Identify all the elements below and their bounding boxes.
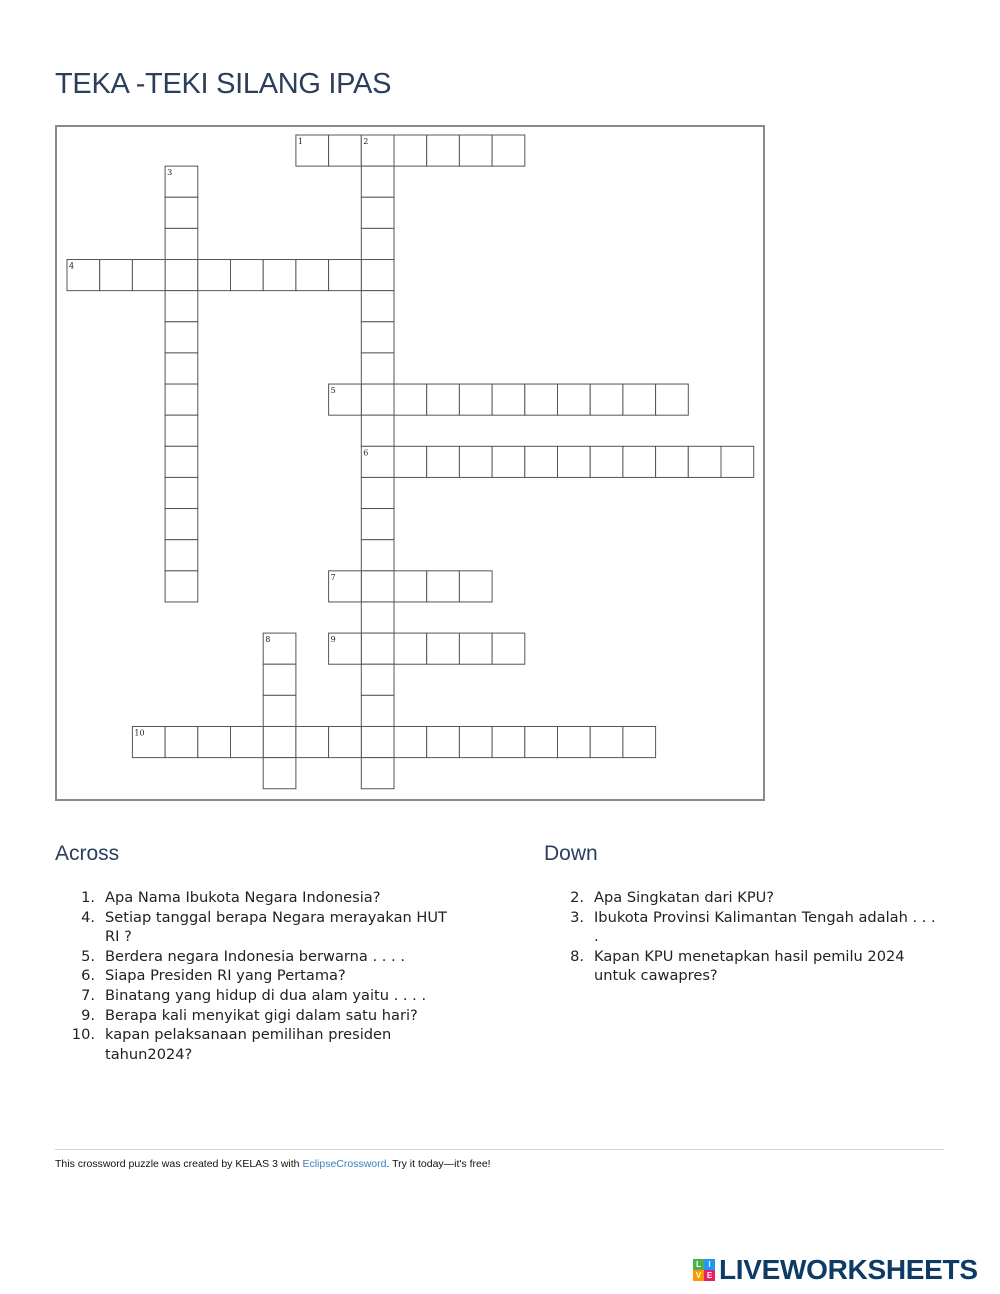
crossword-cell[interactable] xyxy=(361,415,394,446)
crossword-cell[interactable] xyxy=(459,571,492,602)
crossword-cell[interactable] xyxy=(525,446,558,477)
crossword-cell[interactable] xyxy=(459,384,492,415)
crossword-cell[interactable] xyxy=(656,446,689,477)
cell-number: 10 xyxy=(134,728,145,738)
clue-number: 6. xyxy=(81,967,95,985)
crossword-cell[interactable] xyxy=(165,571,198,602)
crossword-cell[interactable] xyxy=(165,228,198,259)
crossword-cell[interactable] xyxy=(590,446,623,477)
clue-text: Siapa Presiden RI yang Pertama? xyxy=(105,967,346,985)
crossword-cell[interactable] xyxy=(165,477,198,508)
crossword-cell[interactable] xyxy=(394,135,427,166)
clue-text: Berapa kali menyikat gigi dalam satu hari? xyxy=(105,1006,418,1024)
clue-text: Setiap tanggal berapa Negara merayakan HUT RI ? xyxy=(105,908,447,946)
crossword-cell[interactable] xyxy=(263,260,296,291)
crossword-cell[interactable] xyxy=(427,384,460,415)
crossword-cell[interactable] xyxy=(198,726,231,757)
crossword-cell[interactable] xyxy=(361,228,394,259)
crossword-cell[interactable] xyxy=(361,571,394,602)
crossword-cell[interactable] xyxy=(361,726,394,757)
crossword-cell[interactable] xyxy=(165,726,198,757)
crossword-cell[interactable] xyxy=(590,384,623,415)
crossword-cell[interactable] xyxy=(100,260,133,291)
cell-number: 7 xyxy=(330,572,336,582)
crossword-cell[interactable] xyxy=(590,726,623,757)
crossword-cell[interactable] xyxy=(427,633,460,664)
crossword-cell[interactable] xyxy=(263,695,296,726)
footer-credit xyxy=(55,1158,491,1170)
crossword-cell[interactable] xyxy=(165,509,198,540)
cell-number: 5 xyxy=(330,386,336,396)
clue-number: 1. xyxy=(81,889,95,906)
liveworksheets-logo-icon xyxy=(693,1259,715,1281)
crossword-cell[interactable] xyxy=(165,322,198,353)
crossword-cell[interactable] xyxy=(361,695,394,726)
down-clue xyxy=(544,888,944,908)
logo-letter-v: V xyxy=(693,1270,704,1281)
crossword-cell[interactable] xyxy=(623,446,656,477)
crossword-cell[interactable] xyxy=(623,726,656,757)
crossword-cell[interactable] xyxy=(459,726,492,757)
clue-number: 3. xyxy=(570,908,584,926)
crossword-cell[interactable] xyxy=(329,260,362,291)
crossword-cell[interactable] xyxy=(329,135,362,166)
crossword-cell[interactable] xyxy=(492,726,525,757)
crossword-cell[interactable] xyxy=(361,602,394,633)
across-clue-list xyxy=(55,888,455,1064)
crossword-cell[interactable] xyxy=(361,384,394,415)
clue-number: 8. xyxy=(570,947,584,965)
cell-number: 1 xyxy=(297,137,303,146)
down-clue xyxy=(544,947,944,986)
down-clue xyxy=(544,908,944,947)
down-clue-list xyxy=(544,888,944,986)
liveworksheets-logo xyxy=(693,1254,978,1286)
crossword-cell[interactable] xyxy=(558,726,591,757)
liveworksheets-wordmark: LIVEWORKSHEETS xyxy=(719,1254,978,1285)
crossword-cell[interactable] xyxy=(361,509,394,540)
crossword-cell[interactable] xyxy=(361,166,394,197)
crossword-cell[interactable] xyxy=(427,135,460,166)
cell-number: 2 xyxy=(363,137,369,146)
crossword-cell[interactable] xyxy=(656,384,689,415)
crossword-cell[interactable] xyxy=(296,260,329,291)
crossword-cell[interactable] xyxy=(394,446,427,477)
crossword-cell[interactable] xyxy=(165,540,198,571)
crossword-cell[interactable] xyxy=(427,446,460,477)
logo-letter-l: L xyxy=(693,1259,704,1270)
crossword-cell[interactable] xyxy=(231,260,264,291)
crossword-cell[interactable] xyxy=(361,291,394,322)
crossword-cell[interactable] xyxy=(361,260,394,291)
crossword-cell[interactable] xyxy=(263,726,296,757)
crossword-cell[interactable] xyxy=(394,384,427,415)
eclipsecrossword-link[interactable]: EclipseCrossword xyxy=(302,1158,387,1170)
cell-number: 4 xyxy=(69,261,75,271)
crossword-cell[interactable] xyxy=(231,726,264,757)
crossword-cell[interactable] xyxy=(329,726,362,757)
crossword-cell[interactable] xyxy=(394,726,427,757)
crossword-cell[interactable] xyxy=(361,353,394,384)
clue-text: Apa Nama Ibukota Negara Indonesia? xyxy=(105,889,381,906)
clue-text: Kapan KPU menetapkan hasil pemilu 2024 untuk cawapres? xyxy=(594,947,905,985)
crossword-cell[interactable] xyxy=(688,446,721,477)
crossword-cell[interactable] xyxy=(361,540,394,571)
crossword-cell[interactable] xyxy=(459,135,492,166)
across-clue xyxy=(55,966,455,986)
logo-letter-i: I xyxy=(704,1259,715,1270)
crossword-cell[interactable] xyxy=(165,446,198,477)
crossword-cell[interactable] xyxy=(558,446,591,477)
crossword-cell[interactable] xyxy=(165,384,198,415)
footer-prefix: This crossword puzzle was created by KELAS 3 with xyxy=(55,1158,303,1170)
across-clue xyxy=(55,888,455,908)
clue-text: Berdera negara Indonesia berwarna . . . . xyxy=(105,947,405,965)
crossword-grid xyxy=(57,127,763,799)
across-clue xyxy=(55,1025,455,1064)
crossword-cell[interactable] xyxy=(492,135,525,166)
across-clue xyxy=(55,986,455,1006)
clue-number: 2. xyxy=(570,889,584,906)
across-clue xyxy=(55,947,455,967)
crossword-cell[interactable] xyxy=(132,260,165,291)
clue-number: 4. xyxy=(81,908,95,926)
page-title: TEKA -TEKI SILANG IPAS xyxy=(55,68,392,100)
crossword-cell[interactable] xyxy=(263,758,296,789)
clue-text: kapan pelaksanaan pemilihan presiden tahun2024? xyxy=(105,1026,392,1063)
down-heading: Down xyxy=(544,842,598,865)
crossword-cell[interactable] xyxy=(361,664,394,695)
crossword-cell[interactable] xyxy=(394,633,427,664)
crossword-cell[interactable] xyxy=(492,446,525,477)
across-heading: Across xyxy=(55,842,120,865)
crossword-cell[interactable] xyxy=(165,353,198,384)
clue-text: Apa Singkatan dari KPU? xyxy=(594,889,775,906)
clue-number: 5. xyxy=(81,947,95,965)
clue-number: 10. xyxy=(71,1026,95,1044)
crossword-cell[interactable] xyxy=(492,633,525,664)
crossword-cell[interactable] xyxy=(459,446,492,477)
across-clue xyxy=(55,908,455,947)
across-clue xyxy=(55,1006,455,1026)
crossword-cell[interactable] xyxy=(525,384,558,415)
cell-number: 3 xyxy=(167,168,173,178)
crossword-cell[interactable] xyxy=(263,664,296,695)
footer-suffix: . Try it today—it's free! xyxy=(386,1158,491,1170)
footer-divider xyxy=(55,1149,944,1150)
crossword-cell[interactable] xyxy=(296,726,329,757)
crossword-cell[interactable] xyxy=(165,415,198,446)
logo-letter-e: E xyxy=(704,1270,715,1281)
crossword-cell[interactable] xyxy=(165,291,198,322)
crossword-cell[interactable] xyxy=(165,260,198,291)
crossword-cell[interactable] xyxy=(427,571,460,602)
crossword-cell[interactable] xyxy=(198,260,231,291)
crossword-cell[interactable] xyxy=(361,633,394,664)
crossword-cell[interactable] xyxy=(427,726,460,757)
clue-number: 7. xyxy=(81,986,95,1004)
cell-number: 9 xyxy=(330,635,336,645)
clue-number: 9. xyxy=(81,1006,95,1024)
crossword-cell[interactable] xyxy=(165,197,198,228)
crossword-cell[interactable] xyxy=(558,384,591,415)
crossword-cell[interactable] xyxy=(361,477,394,508)
cell-number: 6 xyxy=(363,448,369,458)
crossword-cell[interactable] xyxy=(623,384,656,415)
crossword-cell[interactable] xyxy=(394,571,427,602)
crossword-cell[interactable] xyxy=(459,633,492,664)
crossword-cell[interactable] xyxy=(492,384,525,415)
crossword-cell[interactable] xyxy=(721,446,754,477)
crossword-cell[interactable] xyxy=(525,726,558,757)
clue-text: Binatang yang hidup di dua alam yaitu . . . . xyxy=(105,986,427,1004)
clue-text: Ibukota Provinsi Kalimantan Tengah adalah . . . . xyxy=(594,908,936,946)
crossword-cell[interactable] xyxy=(361,322,394,353)
crossword-cell[interactable] xyxy=(361,758,394,789)
crossword-cell[interactable] xyxy=(361,197,394,228)
crossword-board xyxy=(55,125,765,801)
cell-number: 8 xyxy=(265,635,271,645)
